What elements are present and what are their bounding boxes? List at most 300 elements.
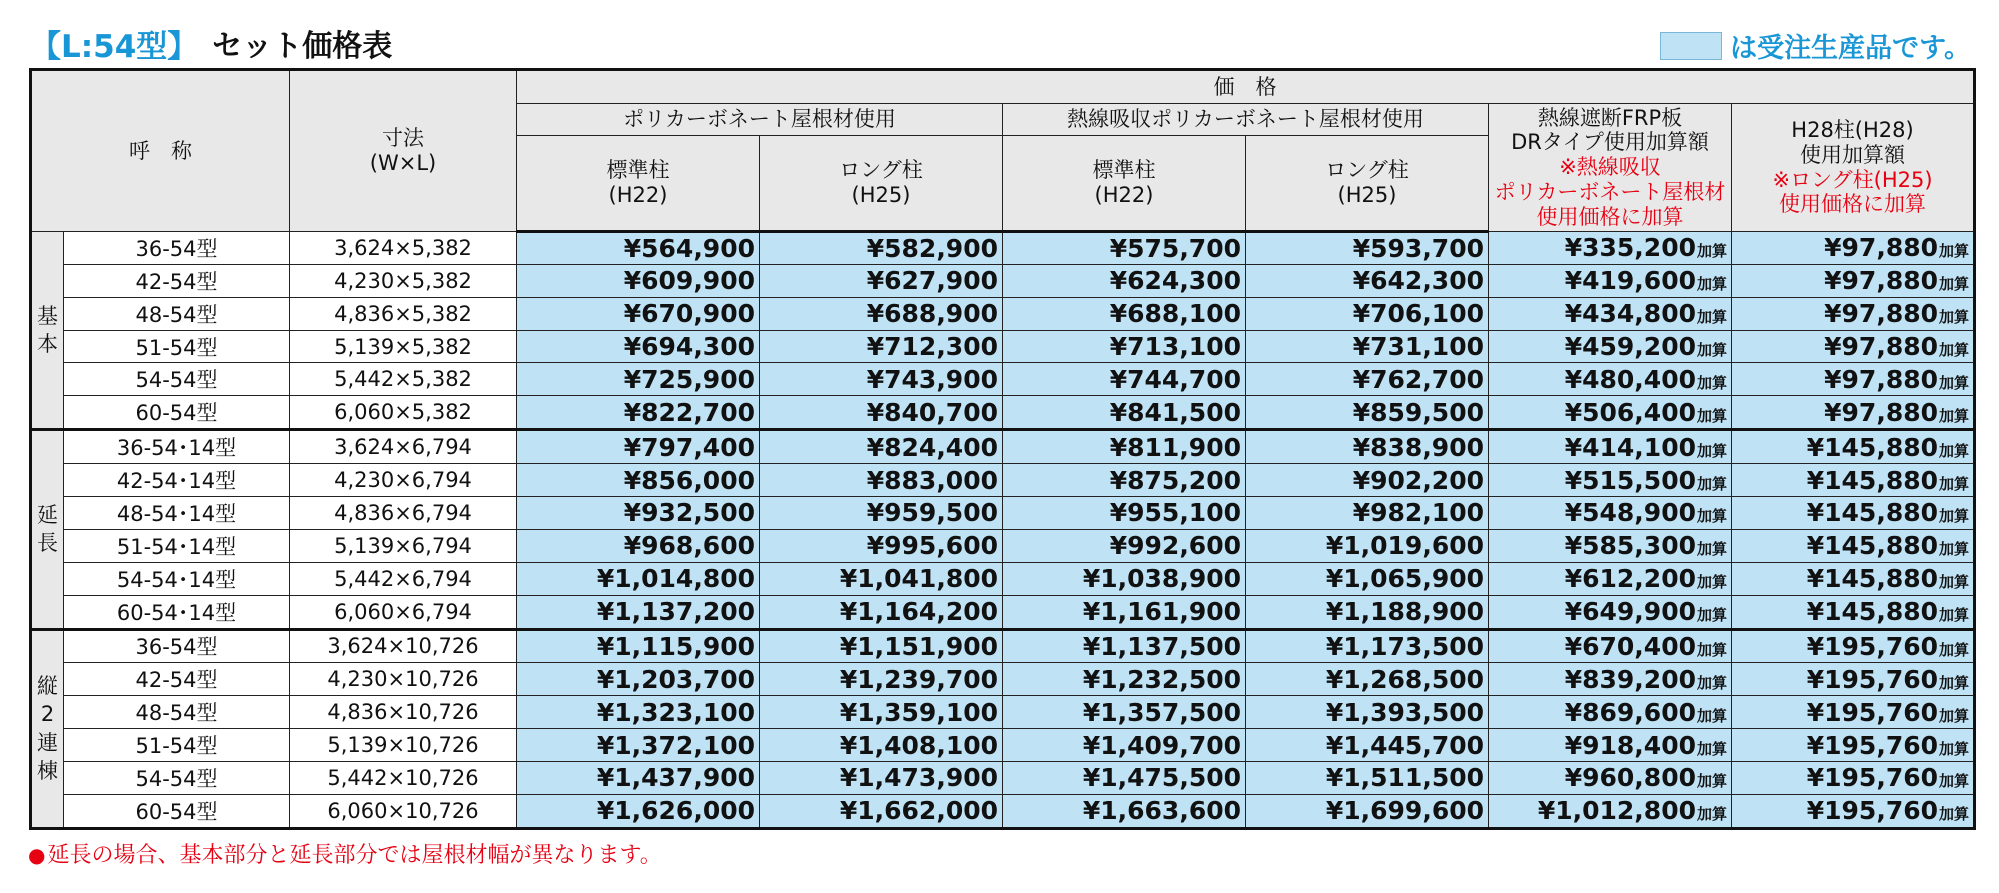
- header-heat-std: 標準柱 (H22): [1003, 136, 1246, 232]
- price-heat-std: [1003, 297, 1246, 330]
- table-row: [31, 264, 1975, 297]
- footnote: [28, 838, 662, 869]
- price-value: ¥1,164,200: [839, 597, 998, 627]
- price-value: ¥932,500: [623, 498, 755, 528]
- price-heat-long: [1246, 729, 1489, 762]
- surcharge-suffix: 加算: [1696, 373, 1727, 392]
- table-row: [31, 629, 1975, 663]
- row-name: 60-54型: [64, 396, 290, 430]
- price-value: ¥1,699,600: [1325, 796, 1484, 826]
- surcharge-suffix: 加算: [1939, 474, 1970, 493]
- surcharge-suffix: 加算: [1696, 507, 1727, 526]
- table-row: [31, 464, 1975, 497]
- surcharge-suffix: 加算: [1939, 606, 1970, 625]
- price-heat-long: [1246, 529, 1489, 562]
- price-value: ¥145,880: [1806, 432, 1939, 462]
- price-value: ¥1,065,900: [1325, 564, 1484, 594]
- row-size: 5,442×6,794: [290, 562, 517, 595]
- price-heat-std: [1003, 629, 1246, 663]
- price-h28: [1732, 363, 1975, 396]
- price-value: ¥195,760: [1806, 796, 1939, 826]
- price-value: ¥1,323,100: [596, 697, 755, 727]
- surcharge-suffix: 加算: [1696, 706, 1727, 725]
- price-value: ¥585,300: [1564, 531, 1696, 561]
- row-size: 4,836×10,726: [290, 696, 517, 729]
- price-poly-std: [517, 729, 760, 762]
- price-value: ¥1,188,900: [1325, 597, 1484, 627]
- price-value: ¥593,700: [1352, 233, 1484, 263]
- price-heat-long: [1246, 794, 1489, 828]
- price-value: ¥712,300: [866, 332, 998, 361]
- price-heat-long: [1246, 430, 1489, 464]
- price-frp: [1489, 464, 1732, 497]
- surcharge-suffix: 加算: [1696, 739, 1727, 758]
- price-value: ¥145,880: [1806, 498, 1939, 528]
- table-row: [31, 696, 1975, 729]
- price-poly-std: [517, 595, 760, 629]
- price-value: ¥1,626,000: [596, 796, 755, 826]
- surcharge-suffix: 加算: [1939, 573, 1970, 592]
- row-size: 5,442×10,726: [290, 762, 517, 795]
- table-row: [31, 497, 1975, 530]
- price-value: ¥506,400: [1564, 397, 1696, 427]
- price-value: ¥195,760: [1806, 631, 1939, 661]
- row-name: 60-54型: [64, 794, 290, 828]
- price-frp: [1489, 264, 1732, 297]
- price-heat-std: [1003, 729, 1246, 762]
- price-value: ¥824,400: [866, 432, 998, 462]
- row-name: 36-54型: [64, 629, 290, 663]
- row-name: 42-54型: [64, 264, 290, 297]
- price-h28: [1732, 232, 1975, 265]
- price-heat-std: [1003, 497, 1246, 530]
- price-frp: [1489, 794, 1732, 828]
- price-heat-long: [1246, 363, 1489, 396]
- header-name: 呼 称: [31, 70, 290, 232]
- surcharge-suffix: 加算: [1939, 341, 1970, 359]
- price-value: ¥797,400: [623, 432, 755, 462]
- surcharge-suffix: 加算: [1696, 308, 1727, 327]
- row-size: 6,060×10,726: [290, 794, 517, 828]
- price-value: ¥1,437,900: [596, 763, 755, 793]
- price-poly-std: [517, 232, 760, 265]
- surcharge-suffix: 加算: [1696, 606, 1727, 625]
- price-value: ¥1,475,500: [1082, 763, 1241, 793]
- price-poly-long: [760, 497, 1003, 530]
- price-value: ¥459,200: [1564, 332, 1696, 361]
- surcharge-suffix: 加算: [1939, 373, 1970, 392]
- price-value: ¥955,100: [1109, 498, 1241, 528]
- price-poly-long: [760, 232, 1003, 265]
- price-value: ¥564,900: [623, 233, 755, 263]
- surcharge-suffix: 加算: [1939, 673, 1970, 692]
- price-table-body: [31, 232, 1975, 829]
- price-value: ¥649,900: [1564, 597, 1696, 627]
- price-heat-long: [1246, 396, 1489, 430]
- price-h28: [1732, 297, 1975, 330]
- price-value: ¥1,137,200: [596, 597, 755, 627]
- price-value: ¥982,100: [1352, 498, 1484, 528]
- price-frp: [1489, 729, 1732, 762]
- price-value: ¥670,900: [623, 299, 755, 329]
- page-title: セット価格表: [212, 29, 393, 64]
- price-value: ¥609,900: [623, 266, 755, 296]
- price-value: ¥856,000: [623, 465, 755, 495]
- group-label: 延 長: [31, 430, 64, 629]
- price-heat-std: [1003, 663, 1246, 696]
- price-value: ¥434,800: [1564, 299, 1696, 329]
- price-value: ¥1,359,100: [839, 697, 998, 727]
- surcharge-suffix: 加算: [1696, 573, 1727, 592]
- row-size: 5,139×6,794: [290, 529, 517, 562]
- price-value: ¥1,137,500: [1082, 631, 1241, 661]
- price-poly-std: [517, 497, 760, 530]
- price-value: ¥1,115,900: [596, 631, 755, 661]
- price-poly-std: [517, 330, 760, 363]
- legend: [1660, 26, 1971, 65]
- row-size: 6,060×6,794: [290, 595, 517, 629]
- surcharge-suffix: 加算: [1939, 308, 1970, 327]
- price-value: ¥1,473,900: [839, 763, 998, 793]
- price-h28: [1732, 629, 1975, 663]
- price-frp: [1489, 297, 1732, 330]
- row-name: 51-54型: [64, 330, 290, 363]
- price-poly-std: [517, 464, 760, 497]
- surcharge-suffix: 加算: [1696, 341, 1727, 359]
- price-value: ¥97,880: [1824, 233, 1939, 263]
- price-value: ¥1,173,500: [1325, 631, 1484, 661]
- table-row: [31, 430, 1975, 464]
- price-h28: [1732, 330, 1975, 363]
- price-value: ¥1,662,000: [839, 796, 998, 826]
- page-header: [30, 18, 392, 68]
- price-value: ¥869,600: [1564, 697, 1696, 727]
- price-heat-std: [1003, 762, 1246, 795]
- price-poly-long: [760, 629, 1003, 663]
- price-heat-std: [1003, 595, 1246, 629]
- row-size: 4,230×6,794: [290, 464, 517, 497]
- price-value: ¥642,300: [1352, 266, 1484, 296]
- price-value: ¥1,445,700: [1325, 730, 1484, 760]
- legend-text: は受注生産品です。: [1730, 33, 1971, 64]
- price-value: ¥694,300: [623, 332, 755, 361]
- table-row: [31, 330, 1975, 363]
- price-heat-long: [1246, 330, 1489, 363]
- price-value: ¥145,880: [1806, 531, 1939, 561]
- price-value: ¥968,600: [623, 531, 755, 561]
- row-size: 4,230×5,382: [290, 264, 517, 297]
- row-name: 51-54･14型: [64, 529, 290, 562]
- price-poly-long: [760, 696, 1003, 729]
- price-heat-std: [1003, 264, 1246, 297]
- price-heat-long: [1246, 264, 1489, 297]
- row-name: 48-54型: [64, 297, 290, 330]
- row-size: 6,060×5,382: [290, 396, 517, 430]
- price-heat-long: [1246, 497, 1489, 530]
- price-value: ¥575,700: [1109, 233, 1241, 263]
- price-value: ¥992,600: [1109, 531, 1241, 561]
- price-value: ¥1,038,900: [1082, 564, 1241, 594]
- price-value: ¥725,900: [623, 364, 755, 394]
- price-heat-std: [1003, 562, 1246, 595]
- price-value: ¥419,600: [1564, 266, 1696, 296]
- row-name: 54-54型: [64, 762, 290, 795]
- price-value: ¥902,200: [1352, 465, 1484, 495]
- price-value: ¥624,300: [1109, 266, 1241, 296]
- price-heat-long: [1246, 762, 1489, 795]
- price-value: ¥1,408,100: [839, 730, 998, 760]
- footnote-text: 延長の場合、基本部分と延長部分では屋根材幅が異なります。: [47, 843, 662, 868]
- price-value: ¥731,100: [1352, 332, 1484, 361]
- price-poly-std: [517, 529, 760, 562]
- price-heat-long: [1246, 696, 1489, 729]
- price-value: ¥1,041,800: [839, 564, 998, 594]
- header-size: 寸法 (W×L): [290, 70, 517, 232]
- price-poly-long: [760, 762, 1003, 795]
- price-heat-std: [1003, 363, 1246, 396]
- surcharge-suffix: 加算: [1696, 673, 1727, 692]
- legend-swatch: [1660, 32, 1722, 60]
- price-frp: [1489, 562, 1732, 595]
- price-value: ¥1,012,800: [1537, 796, 1696, 826]
- price-value: ¥706,100: [1352, 299, 1484, 329]
- price-poly-long: [760, 330, 1003, 363]
- price-value: ¥195,760: [1806, 763, 1939, 793]
- price-value: ¥670,400: [1564, 631, 1696, 661]
- price-value: ¥688,100: [1109, 299, 1241, 329]
- row-name: 54-54･14型: [64, 562, 290, 595]
- surcharge-suffix: 加算: [1696, 540, 1727, 559]
- price-value: ¥548,900: [1564, 498, 1696, 528]
- price-h28: [1732, 696, 1975, 729]
- price-value: ¥627,900: [866, 266, 998, 296]
- price-poly-std: [517, 696, 760, 729]
- price-h28: [1732, 729, 1975, 762]
- price-heat-long: [1246, 663, 1489, 696]
- price-heat-std: [1003, 794, 1246, 828]
- price-value: ¥1,268,500: [1325, 664, 1484, 694]
- price-value: ¥1,151,900: [839, 631, 998, 661]
- price-value: ¥145,880: [1806, 564, 1939, 594]
- price-value: ¥195,760: [1806, 664, 1939, 694]
- price-value: ¥335,200: [1564, 233, 1696, 263]
- group-label: 縦 2 連 棟: [31, 629, 64, 829]
- price-heat-std: [1003, 330, 1246, 363]
- row-size: 5,442×5,382: [290, 363, 517, 396]
- price-h28: [1732, 396, 1975, 430]
- price-value: ¥145,880: [1806, 465, 1939, 495]
- price-value: ¥97,880: [1824, 364, 1939, 394]
- surcharge-suffix: 加算: [1939, 540, 1970, 559]
- price-frp: [1489, 232, 1732, 265]
- price-value: ¥688,900: [866, 299, 998, 329]
- row-name: 51-54型: [64, 729, 290, 762]
- price-frp: [1489, 396, 1732, 430]
- row-size: 3,624×5,382: [290, 232, 517, 265]
- row-size: 5,139×10,726: [290, 729, 517, 762]
- price-frp: [1489, 497, 1732, 530]
- price-h28: [1732, 562, 1975, 595]
- group-label: 基 本: [31, 232, 64, 430]
- price-value: ¥145,880: [1806, 597, 1939, 627]
- price-value: ¥838,900: [1352, 432, 1484, 462]
- row-name: 48-54型: [64, 696, 290, 729]
- surcharge-suffix: 加算: [1939, 805, 1970, 824]
- header-poly-std: 標準柱 (H22): [517, 136, 760, 232]
- price-value: ¥743,900: [866, 364, 998, 394]
- price-h28: [1732, 762, 1975, 795]
- row-size: 4,230×10,726: [290, 663, 517, 696]
- surcharge-suffix: 加算: [1939, 706, 1970, 725]
- price-value: ¥744,700: [1109, 364, 1241, 394]
- price-value: ¥1,239,700: [839, 664, 998, 694]
- price-value: ¥822,700: [623, 397, 755, 427]
- price-poly-std: [517, 430, 760, 464]
- row-name: 36-54型: [64, 232, 290, 265]
- table-row: [31, 363, 1975, 396]
- price-poly-std: [517, 663, 760, 696]
- price-value: ¥612,200: [1564, 564, 1696, 594]
- price-frp: [1489, 529, 1732, 562]
- price-poly-long: [760, 264, 1003, 297]
- price-value: ¥582,900: [866, 233, 998, 263]
- header-poly: ポリカーボネート屋根材使用: [517, 104, 1003, 136]
- price-value: ¥1,161,900: [1082, 597, 1241, 627]
- price-value: ¥1,663,600: [1082, 796, 1241, 826]
- price-heat-std: [1003, 232, 1246, 265]
- price-poly-long: [760, 464, 1003, 497]
- price-value: ¥414,100: [1564, 432, 1696, 462]
- price-poly-long: [760, 363, 1003, 396]
- price-frp: [1489, 595, 1732, 629]
- price-value: ¥97,880: [1824, 299, 1939, 329]
- price-value: ¥995,600: [866, 531, 998, 561]
- footnote-bullet: ●: [28, 843, 46, 867]
- table-row: [31, 232, 1975, 265]
- price-poly-long: [760, 729, 1003, 762]
- price-value: ¥97,880: [1824, 397, 1939, 427]
- surcharge-suffix: 加算: [1939, 242, 1970, 261]
- price-value: ¥195,760: [1806, 697, 1939, 727]
- table-row: [31, 794, 1975, 828]
- price-heat-long: [1246, 562, 1489, 595]
- price-value: ¥859,500: [1352, 397, 1484, 427]
- price-poly-std: [517, 629, 760, 663]
- price-poly-std: [517, 762, 760, 795]
- price-value: ¥97,880: [1824, 266, 1939, 296]
- price-h28: [1732, 595, 1975, 629]
- price-poly-std: [517, 396, 760, 430]
- price-value: ¥1,393,500: [1325, 697, 1484, 727]
- price-poly-long: [760, 562, 1003, 595]
- header-h28: H28柱(H28) 使用加算額 ※ロング柱(H25) 使用価格に加算: [1732, 104, 1975, 232]
- price-heat-std: [1003, 529, 1246, 562]
- price-value: ¥840,700: [866, 397, 998, 427]
- price-heat-long: [1246, 232, 1489, 265]
- price-value: ¥1,232,500: [1082, 664, 1241, 694]
- price-value: ¥883,000: [866, 465, 998, 495]
- table-row: [31, 595, 1975, 629]
- price-frp: [1489, 629, 1732, 663]
- table-row: [31, 396, 1975, 430]
- table-row: [31, 663, 1975, 696]
- price-value: ¥841,500: [1109, 397, 1241, 427]
- surcharge-suffix: 加算: [1939, 507, 1970, 526]
- price-heat-long: [1246, 629, 1489, 663]
- row-name: 54-54型: [64, 363, 290, 396]
- surcharge-suffix: 加算: [1696, 406, 1727, 425]
- price-frp: [1489, 663, 1732, 696]
- surcharge-suffix: 加算: [1939, 640, 1970, 659]
- price-value: ¥515,500: [1564, 465, 1696, 495]
- surcharge-suffix: 加算: [1696, 441, 1727, 460]
- price-poly-long: [760, 595, 1003, 629]
- row-size: 3,624×6,794: [290, 430, 517, 464]
- price-heat-long: [1246, 464, 1489, 497]
- price-value: ¥713,100: [1109, 332, 1241, 361]
- price-frp: [1489, 762, 1732, 795]
- table-row: [31, 562, 1975, 595]
- price-value: ¥959,500: [866, 498, 998, 528]
- row-name: 42-54型: [64, 663, 290, 696]
- price-value: ¥875,200: [1109, 465, 1241, 495]
- row-size: 4,836×5,382: [290, 297, 517, 330]
- surcharge-suffix: 加算: [1696, 474, 1727, 493]
- price-poly-long: [760, 396, 1003, 430]
- price-value: ¥1,372,100: [596, 730, 755, 760]
- surcharge-suffix: 加算: [1939, 772, 1970, 791]
- price-value: ¥918,400: [1564, 730, 1696, 760]
- surcharge-suffix: 加算: [1696, 640, 1727, 659]
- price-poly-std: [517, 794, 760, 828]
- price-value: ¥960,800: [1564, 763, 1696, 793]
- price-frp: [1489, 696, 1732, 729]
- row-name: 36-54･14型: [64, 430, 290, 464]
- row-size: 3,624×10,726: [290, 629, 517, 663]
- table-row: [31, 297, 1975, 330]
- table-row: [31, 529, 1975, 562]
- price-heat-std: [1003, 430, 1246, 464]
- table-row: [31, 762, 1975, 795]
- surcharge-suffix: 加算: [1696, 275, 1727, 294]
- row-size: 5,139×5,382: [290, 330, 517, 363]
- price-poly-std: [517, 562, 760, 595]
- price-poly-long: [760, 794, 1003, 828]
- surcharge-suffix: 加算: [1939, 441, 1970, 460]
- price-value: ¥839,200: [1564, 664, 1696, 694]
- price-frp: [1489, 430, 1732, 464]
- surcharge-suffix: 加算: [1696, 242, 1727, 261]
- row-name: 48-54･14型: [64, 497, 290, 530]
- price-h28: [1732, 529, 1975, 562]
- price-h28: [1732, 430, 1975, 464]
- price-poly-std: [517, 297, 760, 330]
- surcharge-suffix: 加算: [1939, 739, 1970, 758]
- price-table: [29, 68, 1976, 830]
- price-h28: [1732, 464, 1975, 497]
- price-heat-std: [1003, 396, 1246, 430]
- price-poly-long: [760, 529, 1003, 562]
- price-value: ¥811,900: [1109, 432, 1241, 462]
- surcharge-suffix: 加算: [1939, 406, 1970, 425]
- price-value: ¥1,019,600: [1325, 531, 1484, 561]
- price-value: ¥195,760: [1806, 730, 1939, 760]
- price-poly-std: [517, 264, 760, 297]
- row-name: 60-54･14型: [64, 595, 290, 629]
- price-value: ¥1,203,700: [596, 664, 755, 694]
- price-h28: [1732, 264, 1975, 297]
- header-heat-poly: 熱線吸収ポリカーボネート屋根材使用: [1003, 104, 1489, 136]
